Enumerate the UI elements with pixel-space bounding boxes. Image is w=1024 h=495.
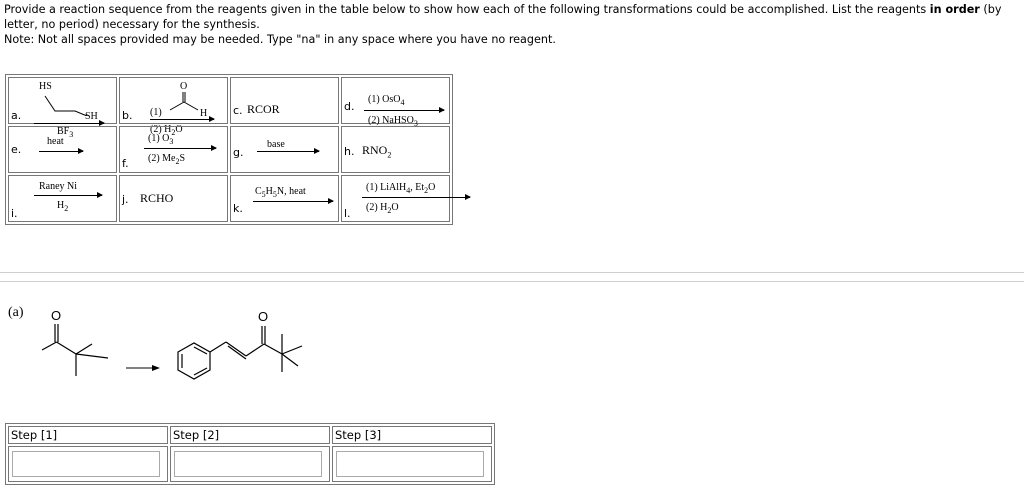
reaction-arrow — [257, 151, 319, 152]
reagent-h: h. $RNO_2$ — [341, 126, 450, 173]
reaction-arrow — [253, 201, 333, 202]
reagent-c: c. RCOR — [230, 77, 339, 124]
product-structure — [178, 326, 302, 379]
transformation-scheme — [28, 300, 358, 400]
oxygen-label: O — [258, 309, 269, 324]
reagent-k: $C_5H_5N$, heat k. — [230, 175, 339, 222]
ethanedithiol-structure — [39, 92, 89, 116]
reaction-arrow — [364, 110, 444, 111]
reagent-e: heat e. — [8, 126, 117, 173]
problem-label: (a) — [8, 305, 24, 320]
step-3-header: Step [3] — [332, 426, 492, 444]
reaction-arrow — [39, 151, 83, 152]
transformation-arrow — [126, 365, 160, 371]
reagent-f: (1) $O_3$ (2) $Me_2S$ f. — [119, 126, 228, 173]
reagent-a: HS SH $BF_3$ a. — [8, 77, 117, 124]
reagent-l: (1) LiAlH$_4$, $Et_2O$ (2) $H_2O$ l. — [341, 175, 450, 222]
reaction-arrow — [150, 119, 214, 120]
starting-material-structure — [42, 324, 108, 376]
answer-steps-table — [5, 423, 495, 485]
reagent-i: Raney Ni $H_2$ i. — [8, 175, 117, 222]
step-3-input[interactable] — [336, 451, 484, 477]
section-divider — [0, 272, 1024, 273]
instruction-line-2: Note: Not all spaces provided may be needed. Type "na" in any space where you have no reagent. — [4, 33, 556, 46]
oxygen-label: O — [51, 308, 62, 323]
instructions — [4, 2, 1020, 47]
reagent-b: O H (1) (2) $H_2O$ b. — [119, 77, 228, 124]
step-2-header: Step [2] — [170, 426, 330, 444]
section-divider — [0, 281, 1024, 282]
instruction-line-1: Provide a reaction sequence from the reagents given in the table below to show how each of the following transformations could be accomplished. List the reagents in order (by letter, no period) necessary for the synthesis. — [4, 3, 1002, 31]
reagent-g: base g. — [230, 126, 339, 173]
reagent-table — [5, 74, 453, 225]
reaction-arrow — [362, 197, 470, 198]
step-1-input[interactable] — [12, 451, 160, 477]
reaction-arrow — [34, 123, 104, 124]
step-1-header: Step [1] — [8, 426, 168, 444]
reaction-arrow — [34, 195, 102, 196]
reagent-d: (1) OsO$_4$ (2) NaHSO$_3$ d. — [341, 77, 450, 124]
reagent-j: j. RCHO — [119, 175, 228, 222]
step-2-input[interactable] — [174, 451, 322, 477]
reaction-arrow — [144, 148, 216, 149]
